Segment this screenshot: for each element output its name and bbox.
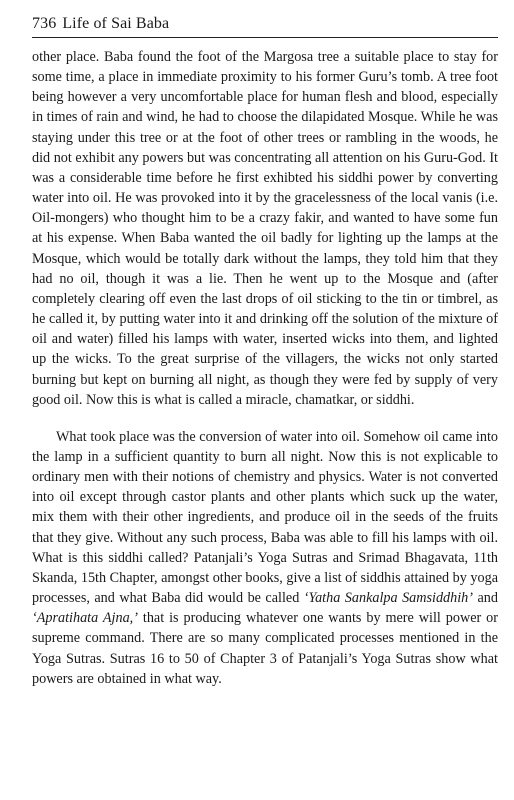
siddhi-term-1: ‘Yatha Sankalpa Samsiddhih’ bbox=[303, 590, 474, 607]
running-title: Life of Sai Baba bbox=[62, 15, 170, 32]
book-page bbox=[32, 14, 498, 689]
body-text bbox=[32, 47, 498, 689]
paragraph-2 bbox=[32, 427, 498, 689]
paragraph-2-text-c: that is producing whatever one wants by mere will power or supreme command. There are so many complicated processes mentioned in the Yoga Sutras. Sutras 16 to 50 of Chapter 3 of Patanjali’s Yoga Sutras show what powers are obtained in what way. bbox=[32, 610, 498, 687]
page-number: 736 bbox=[32, 15, 57, 32]
paragraph-1 bbox=[32, 47, 498, 410]
siddhi-term-2: ‘Apratihata Ajna,’ bbox=[32, 610, 138, 627]
paragraph-2-text-b: and bbox=[473, 590, 498, 607]
running-header bbox=[32, 14, 498, 38]
paragraph-1-text: other place. Baba found the foot of the Margosa tree a suitable place to stay for some time, a place in immediate proximity to his former Guru’s tomb. A tree foot being however a very uncomfortable place for human flesh and blood, especially in times of rain and wind, he had to choose the dilapidated Mosque. While he was staying under this tree or at the foot of other trees or rambling in the woods, he did not exhibit any powers but was concentrating all attention on his Guru-God. It was a considerable time before he first exhibted his siddhi power by converting water into oil. He was provoked into it by the gracelessness of the local vanis (i.e. Oil-mongers) who thought him to be a crazy fakir, and wanted to have some fun at his expense. When Baba wanted the oil badly for lighting up the lamps at the Mosque, which would be totally dark without the lamps, they told him that they had no oil, though it was a lie. Then he went up to the Mosque and (after completely clearing off even the last drops of oil sticking to the tin or timbrel, as he called it, by putting water into it and drinking off the solution of the mixture of oil and water) filled his lamps with water, inserted wicks into them, and lighted up the wicks. To the great surprise of the villagers, the wicks not only started burning but kept on burning all night, as though they were fed by supply of very good oil. Now this is what is called a miracle, chamatkar, or siddhi. bbox=[32, 49, 498, 408]
paragraph-2-text-a: What took place was the conversion of water into oil. Somehow oil came into the lamp in a sufficient quantity to burn all night. Now this is not explicable to ordinary men with their notions of chemistry and physics. Water is not converted into oil except through castor plants and other plants which suck up the water, mix them with their other ingredients, and produce oil in the seeds of the fruits that they give. Without any such process, Baba was able to fill his lamps with oil. What is this siddhi called? Patanjali’s Yoga Sutras and Srimad Bhagavata, 11th Skanda, 15th Chapter, amongst other books, give a list of siddhis attained by yoga processes, and what Baba did would be called bbox=[32, 428, 498, 607]
